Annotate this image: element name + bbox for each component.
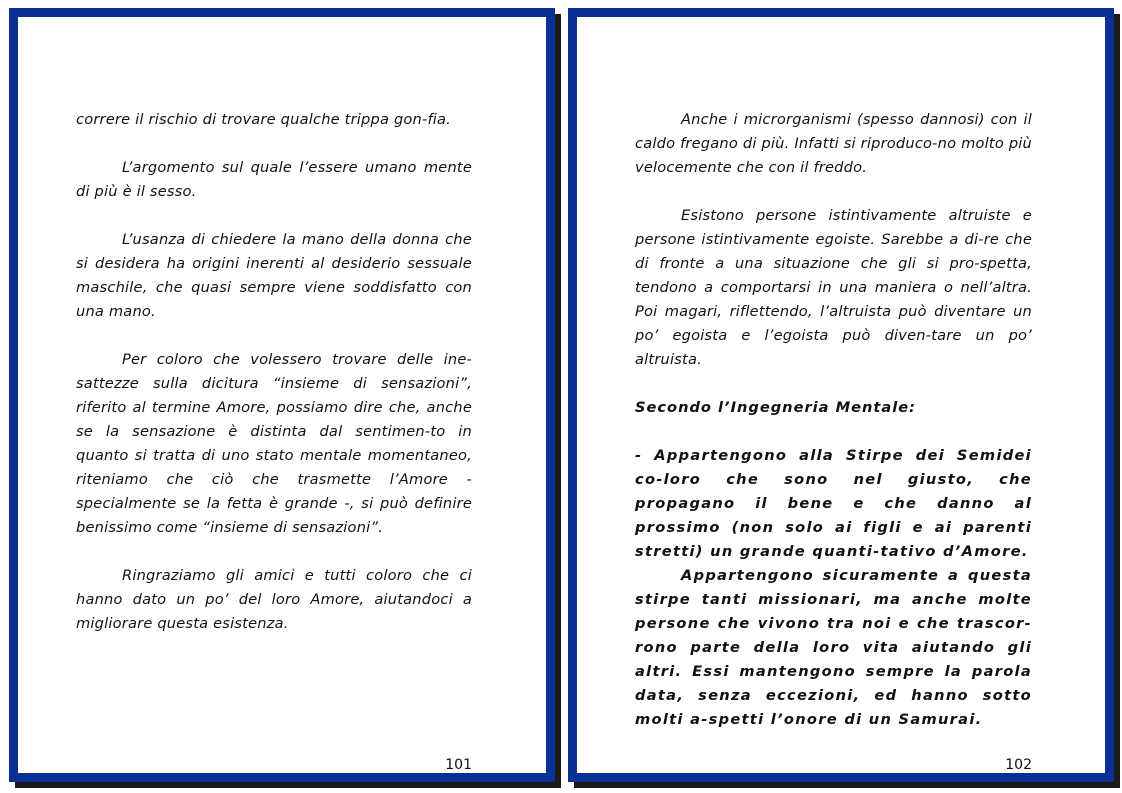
paragraph-spacer <box>635 372 1032 396</box>
paragraph-spacer <box>76 540 472 564</box>
section-heading: Secondo l’Ingegneria Mentale: <box>635 399 916 416</box>
paragraph-spacer <box>635 180 1032 204</box>
left-paragraph-2: L’argomento sul quale l’essere umano mente di più è il sesso. <box>76 159 472 200</box>
semidei-section <box>635 444 1032 732</box>
right-paragraph-2: Esistono persone istintivamente altruiste e persone istintivamente egoiste. Sarebbe a di-re che di fronte a una situazione che gli si pro-spetta, tendono a comportarsi in una maniera o nell’altra. Poi magari, riflettendo, l’altruista può diventare un po’ egoista e l’egoista può diven-tare un po’ altruista. <box>635 207 1032 368</box>
paragraph-spacer <box>76 324 472 348</box>
right-page <box>568 8 1114 782</box>
paragraph-spacer <box>76 204 472 228</box>
right-page-number: 102 <box>1005 757 1032 773</box>
left-paragraph-5: Ringraziamo gli amici e tutti coloro che ci hanno dato un po’ del loro Amore, aiutandoci a migliorare questa esistenza. <box>76 567 472 632</box>
paragraph-spacer <box>76 132 472 156</box>
bold-paragraph-1: - Appartengono alla Stirpe dei Semidei co-loro che sono nel giusto, che propagano il bene e che danno al prossimo (non solo ai figli e ai parenti stretti) un grande quanti-tativo d’Amore. <box>635 447 1032 560</box>
paragraph-spacer <box>635 420 1032 444</box>
left-page <box>9 8 555 782</box>
bold-paragraph-2: Appartengono sicuramente a questa stirpe tanti missionari, ma anche molte persone che vivono tra noi e che trascor-rono parte della loro vita aiutando gli altri. Essi mantengono sempre la parola data, senza eccezioni, ed hanno sotto molti a-spetti l’onore di un Samurai. <box>635 567 1032 728</box>
left-paragraph-3: L’usanza di chiedere la mano della donna che si desidera ha origini inerenti al desiderio sessuale maschile, che quasi sempre viene soddisfatto con una mano. <box>76 231 472 320</box>
right-page-body <box>635 108 1032 732</box>
right-paragraph-1: Anche i microrganismi (spesso dannosi) con il caldo fregano di più. Infatti si riproduco-no molto più velocemente che con il freddo. <box>635 111 1032 176</box>
left-page-body <box>76 108 472 636</box>
left-paragraph-4: Per coloro che volessero trovare delle ine-sattezze sulla dicitura “insieme di sensazioni”, riferito al termine Amore, possiamo dire che, anche se la sensazione è distinta dal sentimen-to in quanto si tratta di uno stato mentale momentaneo, riteniamo che ciò che trasmette l’Amore - specialmente se la fetta è grande -, si può definire benissimo come “insieme di sensazioni”. <box>76 351 472 536</box>
left-page-number: 101 <box>445 757 472 773</box>
left-paragraph-1: correre il rischio di trovare qualche trippa gon-fia. <box>76 111 452 128</box>
